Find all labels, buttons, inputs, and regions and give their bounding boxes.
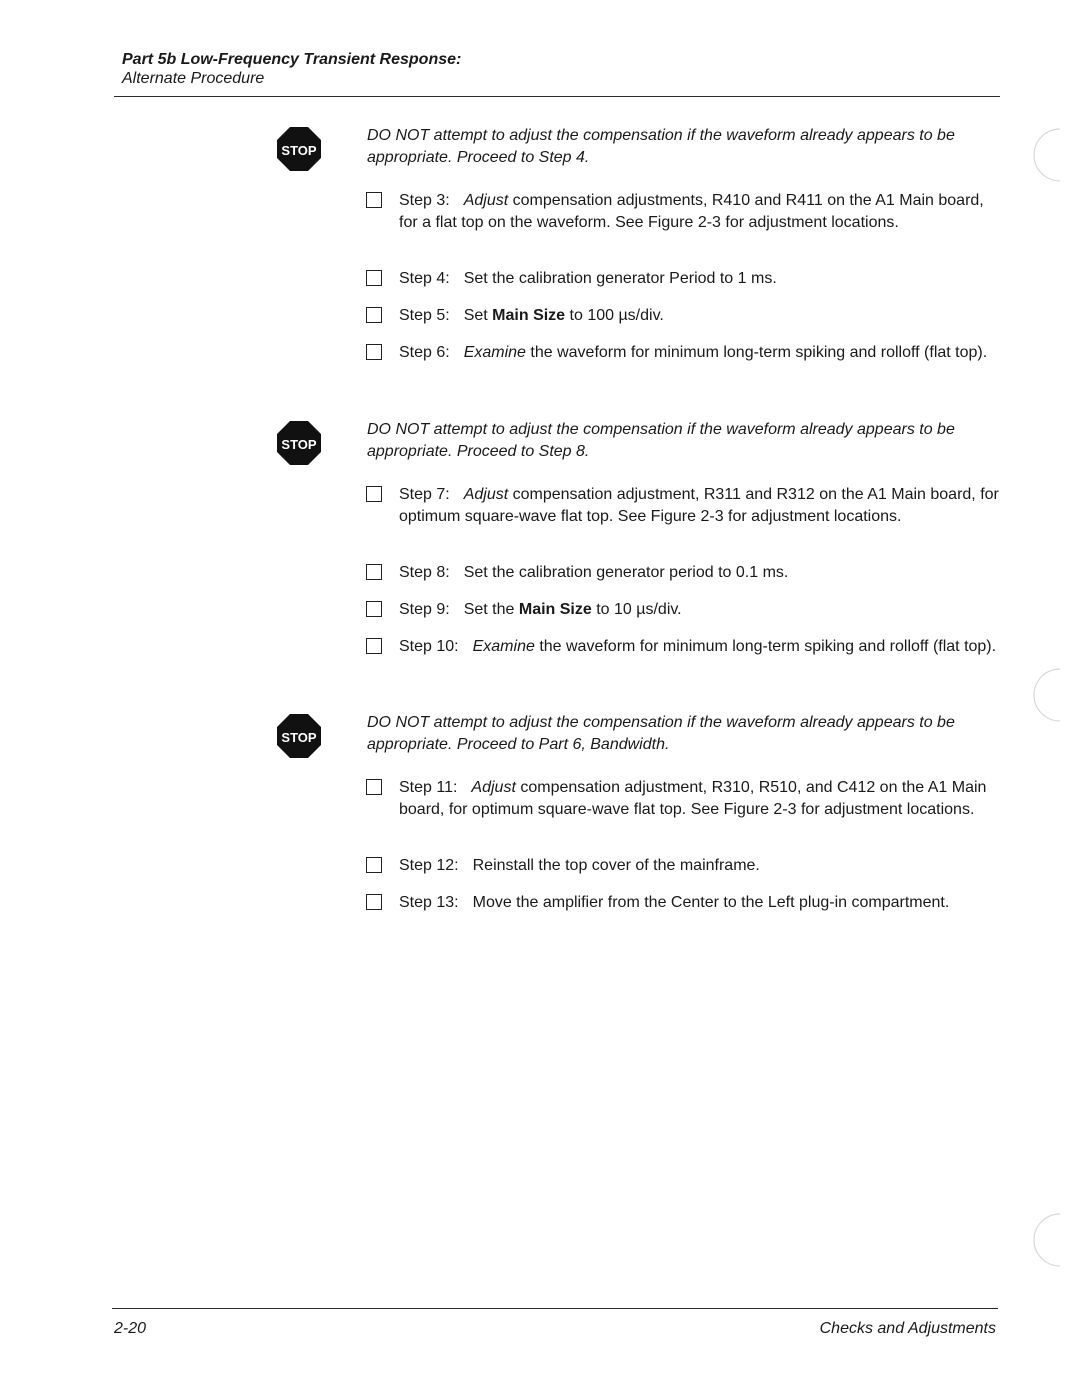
checklist-step: [366, 855, 1006, 877]
step-checkbox[interactable]: [366, 344, 382, 360]
header-rule: [114, 96, 1000, 97]
step-number: Step 8:: [399, 564, 450, 581]
step-text: compensation adjustment, R310, R510, and C412 on the A1 Main board, for optimum square-wave flat top. See Figure 2-3 for adjustment locations.: [399, 779, 987, 818]
step-text: to 100 µs/div.: [569, 307, 664, 324]
binder-hole-mark: [1030, 665, 1070, 725]
step-checkbox[interactable]: [366, 307, 382, 323]
step-checkbox[interactable]: [366, 779, 382, 795]
stop-sign-label: STOP: [281, 730, 317, 745]
step-checkbox[interactable]: [366, 192, 382, 208]
stop-sign-label: STOP: [281, 437, 317, 452]
stop-sign-label: STOP: [281, 143, 317, 158]
footer-rule: [112, 1308, 998, 1309]
checklist-step: [366, 636, 1006, 658]
stop-sign-icon: [276, 713, 322, 759]
checklist-step: [366, 268, 1006, 290]
footer-section-title: Checks and Adjustments: [819, 1320, 996, 1337]
step-action: Adjust: [463, 192, 509, 209]
checklist-step: [366, 190, 1006, 233]
binder-hole-mark: [1030, 125, 1070, 185]
step-number: Step 11:: [399, 779, 458, 796]
section-subtitle: Alternate Procedure: [122, 70, 265, 87]
step-text: to 10 µs/div.: [596, 601, 682, 618]
checklist-step: [366, 892, 1006, 914]
step-text: Set the: [463, 601, 515, 618]
step-text: the waveform for minimum long-term spiking and rolloff (flat top).: [530, 344, 988, 361]
stop-sign-icon: [276, 420, 322, 466]
checklist-step: [366, 777, 1006, 820]
step-number: Step 6:: [399, 344, 450, 361]
stop-sign-icon: [276, 126, 322, 172]
checklist-step: [366, 599, 1006, 621]
step-text: Set the calibration generator period to 0.1 ms.: [463, 564, 789, 581]
step-text: the waveform for minimum long-term spiking and rolloff (flat top).: [539, 638, 997, 655]
step-checkbox[interactable]: [366, 894, 382, 910]
step-text: compensation adjustments, R410 and R411 on the A1 Main board, for a flat top on the waveform. See Figure 2-3 for adjustment locations.: [399, 192, 984, 231]
section-title: Part 5b Low-Frequency Transient Response:: [122, 51, 462, 68]
page-number: 2-20: [114, 1320, 147, 1337]
step-checkbox[interactable]: [366, 564, 382, 580]
step-action: Adjust: [463, 486, 509, 503]
checklist-step: [366, 342, 1006, 364]
checklist-step: [366, 305, 1006, 327]
step-number: Step 4:: [399, 270, 450, 287]
binder-hole-mark: [1030, 1210, 1070, 1270]
step-action: Examine: [463, 344, 526, 361]
step-text: Reinstall the top cover of the mainframe.: [472, 857, 760, 874]
step-number: Step 10:: [399, 638, 459, 655]
control-name: Main Size: [492, 307, 566, 324]
step-text: Set the calibration generator Period to 1 ms.: [463, 270, 777, 287]
page-header: [122, 50, 461, 88]
step-action: Examine: [472, 638, 535, 655]
step-checkbox[interactable]: [366, 601, 382, 617]
step-number: Step 5:: [399, 307, 450, 324]
step-action: Adjust: [471, 779, 516, 796]
step-number: Step 13:: [399, 894, 459, 911]
step-checkbox[interactable]: [366, 857, 382, 873]
step-checkbox[interactable]: [366, 638, 382, 654]
checklist-step: [366, 484, 1006, 527]
step-text: Move the amplifier from the Center to the Left plug-in compartment.: [472, 894, 950, 911]
control-name: Main Size: [518, 601, 592, 618]
step-number: Step 3:: [399, 192, 450, 209]
step-text: compensation adjustment, R311 and R312 on the A1 Main board, for optimum square-wave flat top. See Figure 2-3 for adjustment locations.: [399, 486, 999, 525]
warning-note: DO NOT attempt to adjust the compensation if the waveform already appears to be appropriate. Proceed to Step 4.: [367, 127, 955, 166]
step-text: Set: [463, 307, 488, 324]
step-number: Step 12:: [399, 857, 459, 874]
checklist-step: [366, 562, 1006, 584]
step-checkbox[interactable]: [366, 270, 382, 286]
step-number: Step 7:: [399, 486, 450, 503]
step-number: Step 9:: [399, 601, 450, 618]
warning-note: DO NOT attempt to adjust the compensation if the waveform already appears to be appropriate. Proceed to Part 6, Bandwidth.: [367, 714, 955, 753]
step-checkbox[interactable]: [366, 486, 382, 502]
warning-note: DO NOT attempt to adjust the compensation if the waveform already appears to be appropriate. Proceed to Step 8.: [367, 421, 955, 460]
